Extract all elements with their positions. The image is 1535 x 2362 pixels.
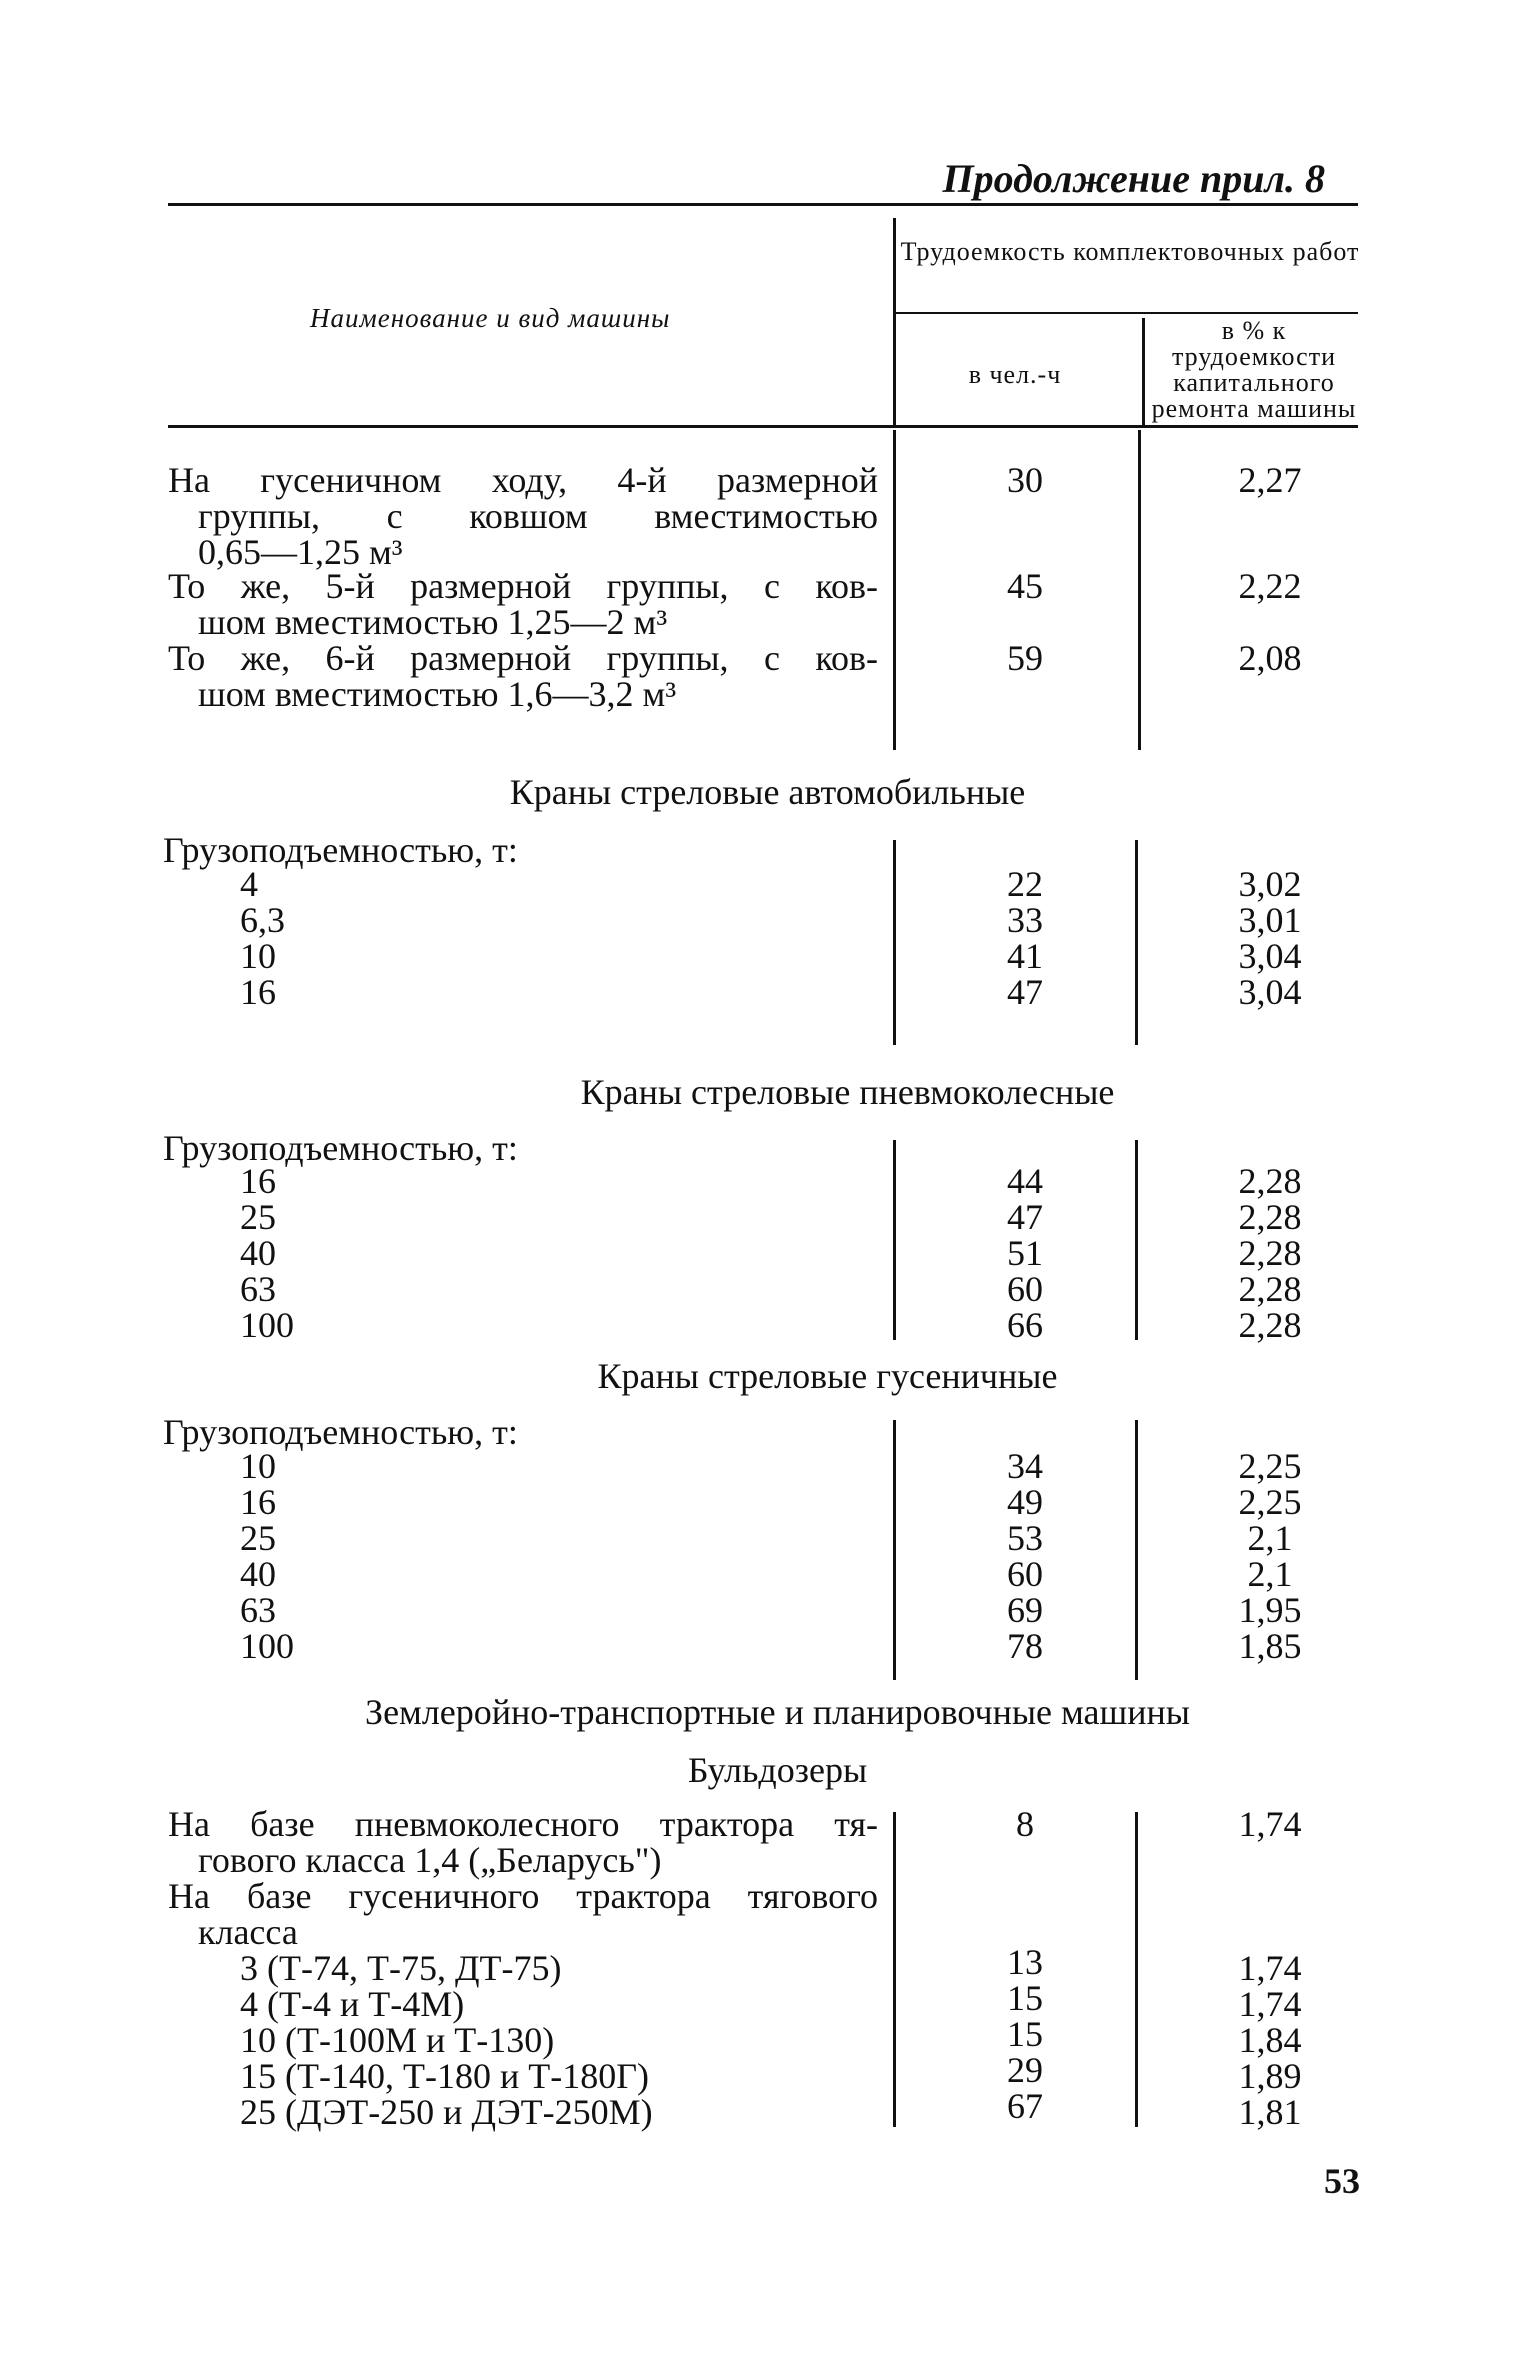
percent-value: 1,89 [1238, 2056, 1302, 2096]
col-sep-1-earth [893, 1812, 896, 2127]
hours-value: 13 [1007, 1942, 1043, 1982]
hours-value: 33 [1007, 900, 1043, 940]
row-name: 100 [240, 1305, 294, 1345]
hours-value: 67 [1007, 2086, 1043, 2126]
hours-value: 51 [1007, 1233, 1043, 1273]
row-name: 25 [240, 1197, 276, 1237]
section-title: Краны стреловые гусеничные [597, 1356, 1058, 1396]
hours-value: 22 [1007, 864, 1043, 904]
row-name-line: 0,65—1,25 м³ [198, 532, 403, 572]
row-name-line: То же, 6-й размерной группы, с ков- [168, 638, 878, 678]
row-name-line: группы, с ковшом вместимостью [198, 496, 878, 536]
percent-value: 2,25 [1238, 1482, 1302, 1522]
hours-value: 49 [1007, 1482, 1043, 1522]
hours-value: 44 [1007, 1161, 1043, 1201]
hours-value: 15 [1007, 2014, 1043, 2054]
col-sep-2-s3 [1135, 1420, 1138, 1680]
page-number: 53 [1324, 2161, 1360, 2201]
row-name: 10 [240, 1446, 276, 1486]
col-sep-1-s1 [893, 840, 896, 1045]
row-name: 6,3 [240, 900, 285, 940]
hours-value: 78 [1007, 1626, 1043, 1666]
hours-value: 41 [1007, 936, 1043, 976]
row-name: 100 [240, 1626, 294, 1666]
percent-value: 2,28 [1238, 1269, 1302, 1309]
col-sep-2-earth [1135, 1812, 1138, 2127]
row-name: 25 (ДЭТ-250 и ДЭТ-250М) [240, 2092, 653, 2132]
table-row [168, 1878, 878, 1950]
row-name-line: На базе гусеничного трактора тягового [168, 1876, 878, 1916]
percent-value: 2,22 [1238, 566, 1302, 606]
percent-value: 1,74 [1238, 1948, 1302, 1988]
hours-value: 60 [1007, 1269, 1043, 1309]
row-name: 4 [240, 864, 258, 904]
header-group-rule [895, 312, 1358, 314]
row-name: 16 [240, 1161, 276, 1201]
row-name: 16 [240, 972, 276, 1012]
percent-value: 2,1 [1247, 1518, 1293, 1558]
percent-value: 2,28 [1238, 1233, 1302, 1273]
table-row [168, 1806, 878, 1878]
section-subtitle: Бульдозеры [687, 1750, 868, 1790]
row-name: 10 [240, 936, 276, 976]
row-name: 4 (Т-4 и Т-4М) [240, 1984, 465, 2024]
hours-value: 30 [1007, 460, 1043, 500]
percent-value: 2,28 [1238, 1305, 1302, 1345]
hours-value: 15 [1007, 1978, 1043, 2018]
hours-column-header: в чел.-ч [968, 360, 1062, 389]
section-subtitle: Грузоподъемностью, т: [163, 1128, 518, 1168]
hours-value: 60 [1007, 1554, 1043, 1594]
percent-value: 2,28 [1238, 1161, 1302, 1201]
row-name: 10 (Т-100М и Т-130) [240, 2020, 555, 2060]
header-top-rule [168, 203, 1358, 206]
table-row [168, 640, 878, 712]
row-name: 3 (Т-74, Т-75, ДТ-75) [240, 1948, 562, 1988]
row-name-line: класса [198, 1912, 298, 1952]
header-bottom-rule [168, 425, 1358, 428]
continuation-caption: Продолжение прил. 8 [942, 156, 1325, 201]
percent-value: 1,81 [1238, 2092, 1302, 2132]
row-name: 40 [240, 1554, 276, 1594]
percent-value: 1,85 [1238, 1626, 1302, 1666]
percent-value: 1,74 [1238, 1804, 1302, 1844]
percent-value: 3,01 [1238, 900, 1302, 940]
row-name: 25 [240, 1518, 276, 1558]
row-name-line: гового класса 1,4 („Беларусь") [198, 1840, 662, 1880]
section-title: Краны стреловые автомобильные [509, 772, 1026, 812]
row-name-line: шом вместимостью 1,6—3,2 м³ [198, 674, 677, 714]
section-subtitle: Грузоподъемностью, т: [163, 830, 518, 870]
hours-value: 47 [1007, 972, 1043, 1012]
hours-value: 8 [1016, 1804, 1034, 1844]
percent-value: 2,1 [1247, 1554, 1293, 1594]
hours-value: 53 [1007, 1518, 1043, 1558]
col-sep-2-top [1138, 430, 1141, 750]
row-name-line: шом вместимостью 1,25—2 м³ [198, 602, 668, 642]
labor-group-header: Трудоемкость комплектовочных работ [900, 237, 1360, 266]
hours-value: 69 [1007, 1590, 1043, 1630]
row-name: 16 [240, 1482, 276, 1522]
hours-value: 34 [1007, 1446, 1043, 1486]
percent-value: 3,04 [1238, 936, 1302, 976]
percent-column-header: в % к трудоемкости капитального ремонта машины [1151, 316, 1357, 423]
table-row [168, 462, 878, 570]
col-sep-1-header [893, 218, 896, 425]
col-sep-2-header [1142, 318, 1145, 425]
col-sep-1-s3 [893, 1420, 896, 1680]
section-subtitle: Грузоподъемностью, т: [163, 1412, 518, 1452]
row-name: 63 [240, 1590, 276, 1630]
section-title: Краны стреловые пневмоколесные [580, 1072, 1115, 1112]
percent-value: 2,25 [1238, 1446, 1302, 1486]
percent-value: 1,84 [1238, 2020, 1302, 2060]
row-name: 15 (Т-140, Т-180 и Т-180Г) [240, 2056, 649, 2096]
row-name-line: На гусеничном ходу, 4-й размерной [168, 460, 878, 500]
hours-value: 47 [1007, 1197, 1043, 1237]
col-sep-1-s2 [893, 1140, 896, 1340]
col-sep-2-s2 [1135, 1140, 1138, 1340]
name-column-header: Наименование и вид машины [310, 303, 671, 333]
row-name-line: То же, 5-й размерной группы, с ков- [168, 566, 878, 606]
hours-value: 66 [1007, 1305, 1043, 1345]
table-row [168, 568, 878, 640]
percent-value: 2,28 [1238, 1197, 1302, 1237]
hours-value: 29 [1007, 2050, 1043, 2090]
hours-value: 45 [1007, 566, 1043, 606]
percent-value: 3,02 [1238, 864, 1302, 904]
row-name: 63 [240, 1269, 276, 1309]
row-name: 40 [240, 1233, 276, 1273]
percent-value: 2,08 [1238, 638, 1302, 678]
section-title: Землеройно-транспортные и планировочные машины [365, 1692, 1190, 1732]
hours-value: 59 [1007, 638, 1043, 678]
percent-value: 1,95 [1238, 1590, 1302, 1630]
col-sep-2-s1 [1135, 840, 1138, 1045]
percent-value: 1,74 [1238, 1984, 1302, 2024]
percent-value: 3,04 [1238, 972, 1302, 1012]
col-sep-1-top [893, 430, 896, 750]
percent-value: 2,27 [1238, 460, 1302, 500]
row-name-line: На базе пневмоколесного трактора тя- [168, 1804, 878, 1844]
